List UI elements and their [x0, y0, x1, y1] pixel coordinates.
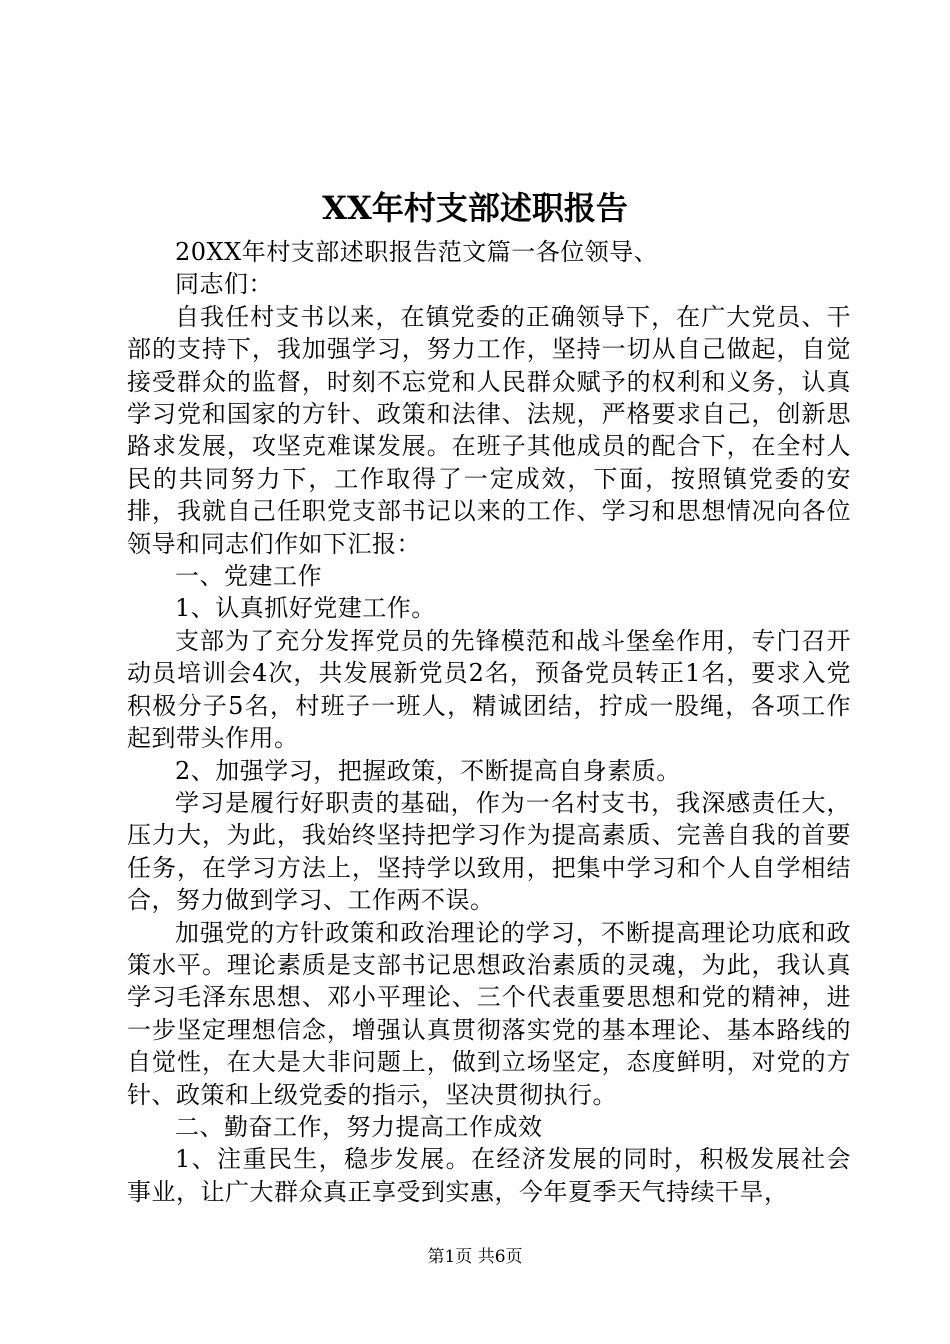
- subsection-heading: 1、认真抓好党建工作。: [175, 594, 436, 623]
- subsection-heading: 2、加强学习，把握政策，不断提高自身素质。: [175, 756, 681, 785]
- section-heading: 二、勤奋工作，努力提高工作成效: [175, 1112, 543, 1141]
- document-title: XX年村支部述职报告: [322, 189, 628, 227]
- paragraph: 1、注重民生，稳步发展。在经济发展的同时，积极发展社会事业，让广大群众真正享受到实惠，今年夏季天气持续干旱，: [127, 1145, 851, 1206]
- paragraph: 20XX年村支部述职报告范文篇一各位领导、: [175, 238, 659, 266]
- page-number-footer: 第1页 共6页: [427, 1247, 523, 1267]
- paragraph: 学习是履行好职责的基础，作为一名村支书，我深感责任大，压力大，为此，我始终坚持把学习作为提高素质、完善自我的首要任务，在学习方法上，坚持学以致用，把集中学习和个人自学相结合，努力做到学习、工作两不误。: [127, 788, 851, 915]
- paragraph: 加强党的方针政策和政治理论的学习，不断提高理论功底和政策水平。理论素质是支部书记思想政治素质的灵魂，为此，我认真学习毛泽东思想、邓小平理论、三个代表重要思想和党的精神，进一步坚定理想信念，增强认真贯彻落实党的基本理论、基本路线的自觉性，在大是大非问题上，做到立场坚定，态度鲜明，对党的方针、政策和上级党委的指示，坚决贯彻执行。: [127, 918, 851, 1109]
- section-heading: 一、党建工作: [175, 562, 322, 591]
- paragraph: 自我任村支书以来，在镇党委的正确领导下，在广大党员、干部的支持下，我加强学习，努力工作，坚持一切从自己做起，自觉接受群众的监督，时刻不忘党和人民群众赋予的权利和义务，认真学习党和国家的方针、政策和法律、法规，严格要求自己，创新思路求发展，攻坚克难谋发展。在班子其他成员的配合下，在全村人民的共同努力下，工作取得了一定成效，下面，按照镇党委的安排，我就自己任职党支部书记以来的工作、学习和思想情况向各位领导和同志们作如下汇报：: [127, 302, 851, 558]
- paragraph: 同志们：: [175, 270, 273, 299]
- paragraph: 支部为了充分发挥党员的先锋模范和战斗堡垒作用，专门召开动员培训会4次，共发展新党员2名，预备党员转正1名，要求入党积极分子5名，村班子一班人，精诚团结，拧成一股绳，各项工作起到带头作用。: [127, 626, 851, 753]
- document-body: [127, 236, 851, 1208]
